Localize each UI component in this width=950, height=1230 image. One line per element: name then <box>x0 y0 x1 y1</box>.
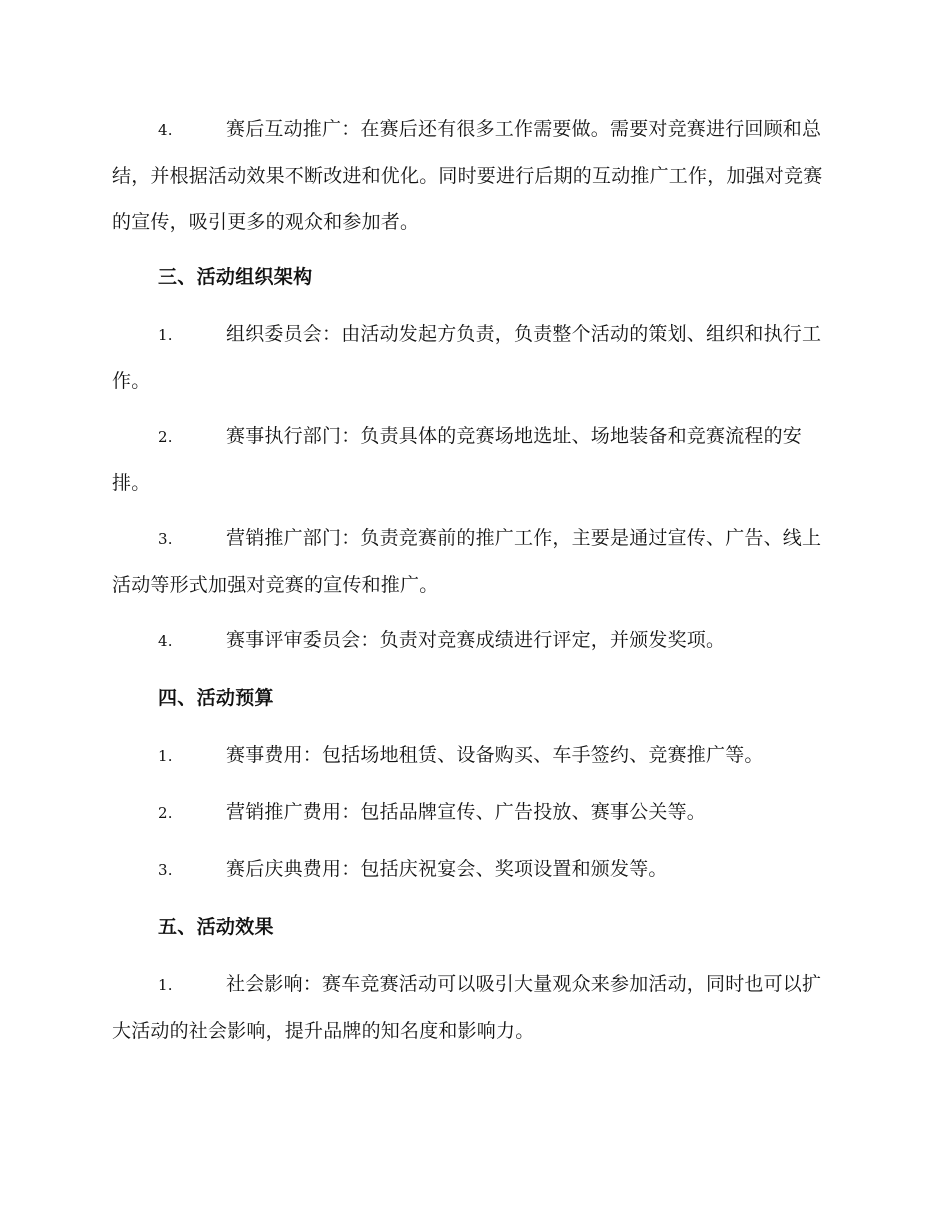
list-item <box>112 617 834 664</box>
list-item <box>112 106 834 245</box>
item-text: 赛后庆典费用：包括庆祝宴会、奖项设置和颁发等。 <box>226 858 668 880</box>
item-number: 3. <box>158 530 173 548</box>
section-heading <box>112 904 834 950</box>
list-item <box>112 311 834 404</box>
item-text: 赛事评审委员会：负责对竞赛成绩进行评定，并颁发奖项。 <box>226 629 726 651</box>
item-text: 营销推广部门：负责竞赛前的推广工作，主要是通过宣传、广告、线上活动等形式加强对竞赛的宣传和推广。 <box>112 527 822 596</box>
item-text: 组织委员会：由活动发起方负责，负责整个活动的策划、组织和执行工作。 <box>112 323 822 392</box>
section-heading <box>112 675 834 721</box>
item-text: 赛事执行部门：负责具体的竞赛场地选址、场地装备和竞赛流程的安排。 <box>112 425 803 494</box>
item-number: 4. <box>158 632 173 650</box>
item-number: 3. <box>158 861 173 879</box>
list-item <box>112 515 834 608</box>
list-item <box>112 732 834 779</box>
item-text: 赛后互动推广：在赛后还有很多工作需要做。需要对竞赛进行回顾和总结，并根据活动效果不断改进和优化。同时要进行后期的互动推广工作，加强对竞赛的宣传，吸引更多的观众和参加者。 <box>112 118 823 233</box>
item-number: 2. <box>158 804 173 822</box>
item-text: 赛事费用：包括场地租赁、设备购买、车手签约、竞赛推广等。 <box>226 744 764 766</box>
list-item <box>112 789 834 836</box>
item-number: 4. <box>158 121 173 139</box>
list-item <box>112 413 834 506</box>
item-text: 营销推广费用：包括品牌宣传、广告投放、赛事公关等。 <box>226 801 707 823</box>
item-number: 1. <box>158 326 173 344</box>
section-title: 四、活动预算 <box>158 687 274 709</box>
item-number: 1. <box>158 747 173 765</box>
list-item <box>112 846 834 893</box>
section-title: 五、活动效果 <box>158 916 274 938</box>
item-number: 1. <box>158 976 173 994</box>
item-number: 2. <box>158 428 173 446</box>
section-title: 三、活动组织架构 <box>158 266 313 288</box>
section-heading <box>112 254 834 300</box>
list-item <box>112 961 834 1054</box>
item-text: 社会影响：赛车竞赛活动可以吸引大量观众来参加活动，同时也可以扩大活动的社会影响，提升品牌的知名度和影响力。 <box>112 973 822 1042</box>
